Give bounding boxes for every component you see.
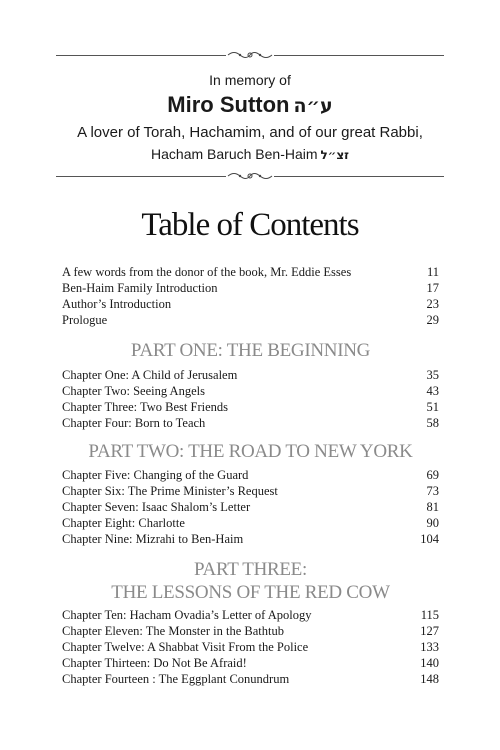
toc-entry[interactable] — [62, 415, 439, 431]
toc-entry[interactable] — [62, 639, 439, 655]
rule-line — [56, 55, 226, 56]
part-three-chapters — [62, 607, 439, 687]
toc-entry[interactable] — [62, 399, 439, 415]
memorial-name-hebrew: ע״ה — [293, 95, 333, 117]
part-heading: PART ONE: THE BEGINNING — [130, 340, 371, 361]
memorial-name-text: Miro Sutton — [167, 92, 290, 117]
part-one-chapters — [62, 367, 439, 431]
toc-entry-label: Chapter Eight: Charlotte — [62, 516, 185, 530]
toc-entry[interactable] — [62, 499, 439, 515]
toc-entry[interactable] — [62, 280, 439, 296]
toc-entry-label: Chapter Seven: Isaac Shalom’s Letter — [62, 500, 251, 514]
memorial-dedication — [56, 48, 444, 183]
toc-entry[interactable] — [62, 367, 439, 383]
toc-entry-label: Chapter Fourteen : The Eggplant Conundrum — [62, 672, 290, 686]
front-matter-list — [62, 264, 439, 328]
part-two-chapters — [62, 467, 439, 547]
memorial-rabbi-text: Hacham Baruch Ben-Haim — [151, 146, 318, 162]
toc-entry-page: 35 — [426, 368, 439, 382]
toc-entry-page: 58 — [426, 416, 439, 430]
part-three-heading — [62, 558, 439, 604]
memorial-rabbi — [56, 144, 444, 165]
bottom-ornament-rule — [56, 169, 444, 183]
toc-entry[interactable] — [62, 531, 439, 547]
toc-entry[interactable] — [62, 607, 439, 623]
toc-entry-page: 148 — [420, 672, 439, 686]
toc-entry-label: Chapter Thirteen: Do Not Be Afraid! — [62, 656, 247, 670]
toc-entry[interactable] — [62, 671, 439, 687]
flourish-icon — [226, 169, 274, 183]
rule-line — [274, 176, 444, 177]
toc-entry-label: Chapter Six: The Prime Minister’s Request — [62, 484, 278, 498]
toc-entry[interactable] — [62, 383, 439, 399]
toc-entry-label: Chapter Two: Seeing Angels — [62, 384, 205, 398]
toc-entry[interactable] — [62, 623, 439, 639]
toc-entry-label: Chapter Twelve: A Shabbat Visit From the Police — [62, 640, 309, 654]
toc-entry-page: 73 — [426, 484, 439, 498]
memorial-intro: In memory of — [209, 72, 291, 88]
toc-entry-label: Chapter Three: Two Best Friends — [62, 400, 228, 414]
toc-entry-page: 133 — [420, 640, 439, 654]
toc-entry-page: 11 — [426, 265, 439, 279]
memorial-description: A lover of Torah, Hachamim, and of our great Rabbi, — [77, 124, 423, 141]
part-two-heading — [62, 440, 439, 463]
toc-entry[interactable] — [62, 467, 439, 483]
page-title: Table of Contents — [141, 207, 359, 243]
top-ornament-rule — [56, 48, 444, 62]
toc-entry-label: Author’s Introduction — [62, 297, 172, 311]
toc-entry-page: 23 — [426, 297, 439, 311]
toc-entry-page: 17 — [426, 281, 439, 295]
memorial-rabbi-hebrew: זצ״ל — [320, 148, 349, 162]
toc-entry-page: 90 — [426, 516, 439, 530]
toc-entry-page: 115 — [420, 608, 439, 622]
toc-entry[interactable] — [62, 312, 439, 328]
toc-entry[interactable] — [62, 264, 439, 280]
toc-entry[interactable] — [62, 515, 439, 531]
rule-line — [274, 55, 444, 56]
toc-entry-page: 69 — [426, 468, 439, 482]
toc-entry-page: 140 — [420, 656, 439, 670]
memorial-name — [56, 91, 444, 120]
toc-entry-label: Chapter Five: Changing of the Guard — [62, 468, 249, 482]
toc-entry-page: 43 — [426, 384, 439, 398]
toc-entry-label: Chapter Eleven: The Monster in the Bathtub — [62, 624, 284, 638]
part-heading-line-1: PART THREE: — [194, 559, 307, 580]
rule-line — [56, 176, 226, 177]
toc-entry-label: Chapter Ten: Hacham Ovadia’s Letter of Apology — [62, 608, 312, 622]
part-heading: PART TWO: THE ROAD TO NEW YORK — [88, 441, 413, 462]
flourish-icon — [226, 48, 274, 62]
toc-entry-label: Prologue — [62, 313, 108, 327]
toc-entry-page: 104 — [420, 532, 439, 546]
toc-entry[interactable] — [62, 655, 439, 671]
toc-entry-page: 81 — [426, 500, 439, 514]
toc-entry-label: Ben-Haim Family Introduction — [62, 281, 218, 295]
toc-entry-label: Chapter Nine: Mizrahi to Ben-Haim — [62, 532, 244, 546]
toc-entry[interactable] — [62, 483, 439, 499]
toc-entry-label: Chapter Four: Born to Teach — [62, 416, 206, 430]
toc-entry-page: 29 — [426, 313, 439, 327]
toc-entry-label: A few words from the donor of the book, Mr. Eddie Esses — [62, 265, 352, 279]
part-one-heading — [62, 339, 439, 362]
toc-entry-page: 51 — [426, 400, 439, 414]
toc-entry-page: 127 — [420, 624, 439, 638]
toc-entry-label: Chapter One: A Child of Jerusalem — [62, 368, 238, 382]
part-heading-line-2: THE LESSONS OF THE RED COW — [111, 582, 390, 603]
toc-entry[interactable] — [62, 296, 439, 312]
